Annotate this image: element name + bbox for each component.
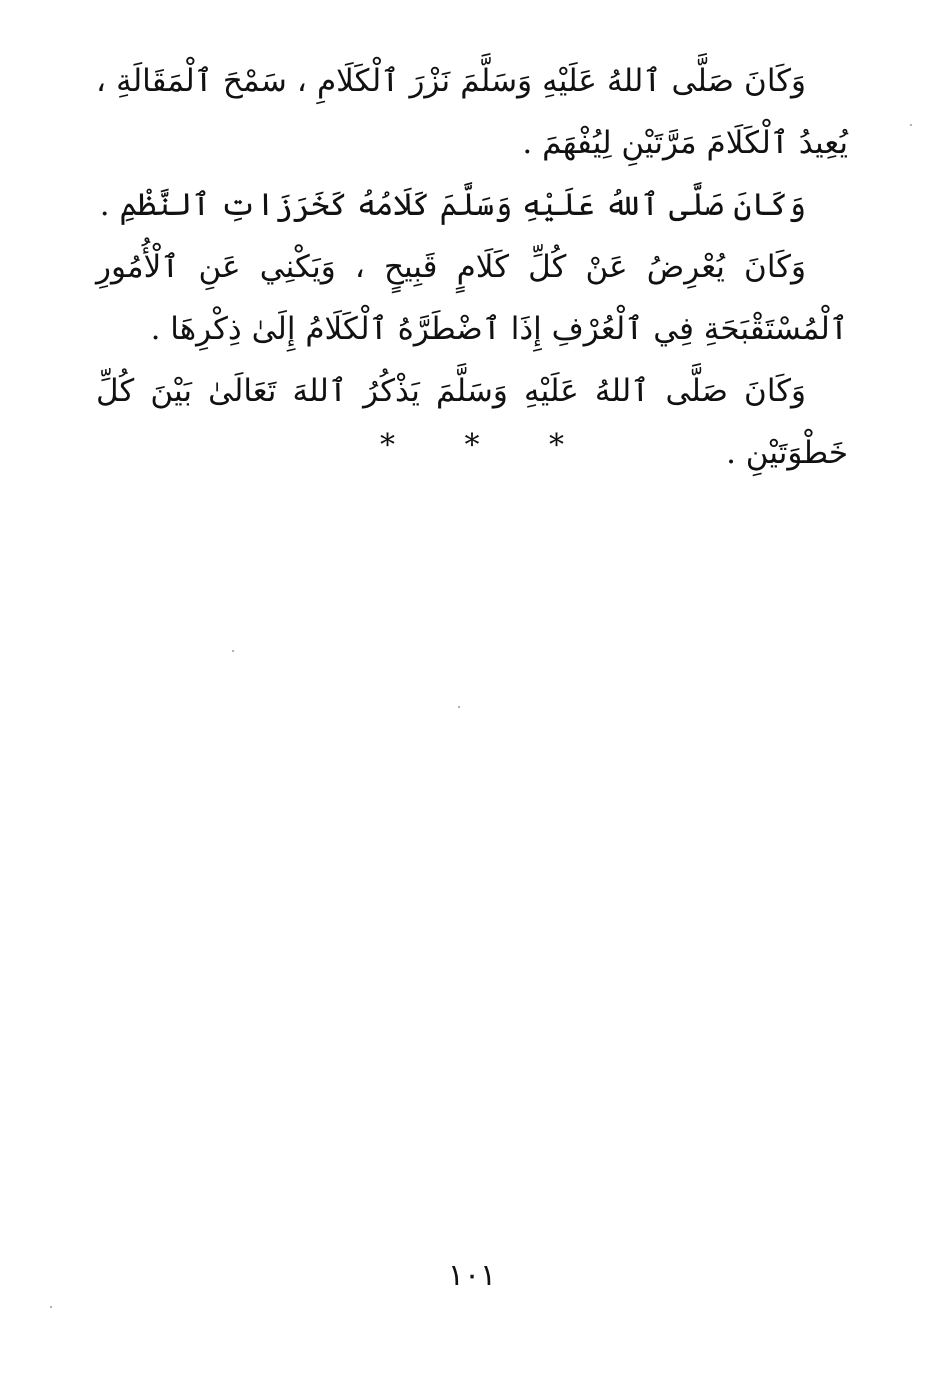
- paragraph-2: وَكَانَ صَلَّى ٱللهُ عَلَيْهِ وَسَلَّمَ كَلَامُهُ كَخَرَزَاتِ ٱلنَّظْمِ .: [99, 187, 806, 223]
- scan-speck: [458, 706, 460, 708]
- paragraph-3: وَكَانَ يُعْرِضُ عَنْ كُلِّ كَلَامٍ قَبِيحٍ ، وَيَكْنِي عَنِ ٱلْأُمُورِ ٱلْمُسْتَقْبَحَةِ فِي ٱلْعُرْفِ إِذَا ٱضْطَرَّهُ ٱلْكَلَامُ إِلَىٰ ذِكْرِهَا .: [96, 249, 848, 347]
- scan-speck: [910, 124, 912, 126]
- scan-speck: [50, 1306, 52, 1308]
- page-number: ١٠١: [447, 1258, 497, 1293]
- paragraph-4: وَكَانَ صَلَّى ٱللهُ عَلَيْهِ وَسَلَّمَ يَذْكُرُ ٱللهَ تَعَالَىٰ بَيْنَ كُلِّ خَطْوَتَيْنِ .: [96, 373, 848, 471]
- body-text: [96, 50, 848, 484]
- section-separator: * * *: [379, 428, 595, 463]
- paragraph-1: وَكَانَ صَلَّى ٱللهُ عَلَيْهِ وَسَلَّمَ نَزْرَ ٱلْكَلَامِ ، سَمْحَ ٱلْمَقَالَةِ ، يُعِيدُ ٱلْكَلَامَ مَرَّتَيْنِ لِيُفْهَمَ .: [96, 63, 848, 161]
- scan-speck: [232, 650, 234, 652]
